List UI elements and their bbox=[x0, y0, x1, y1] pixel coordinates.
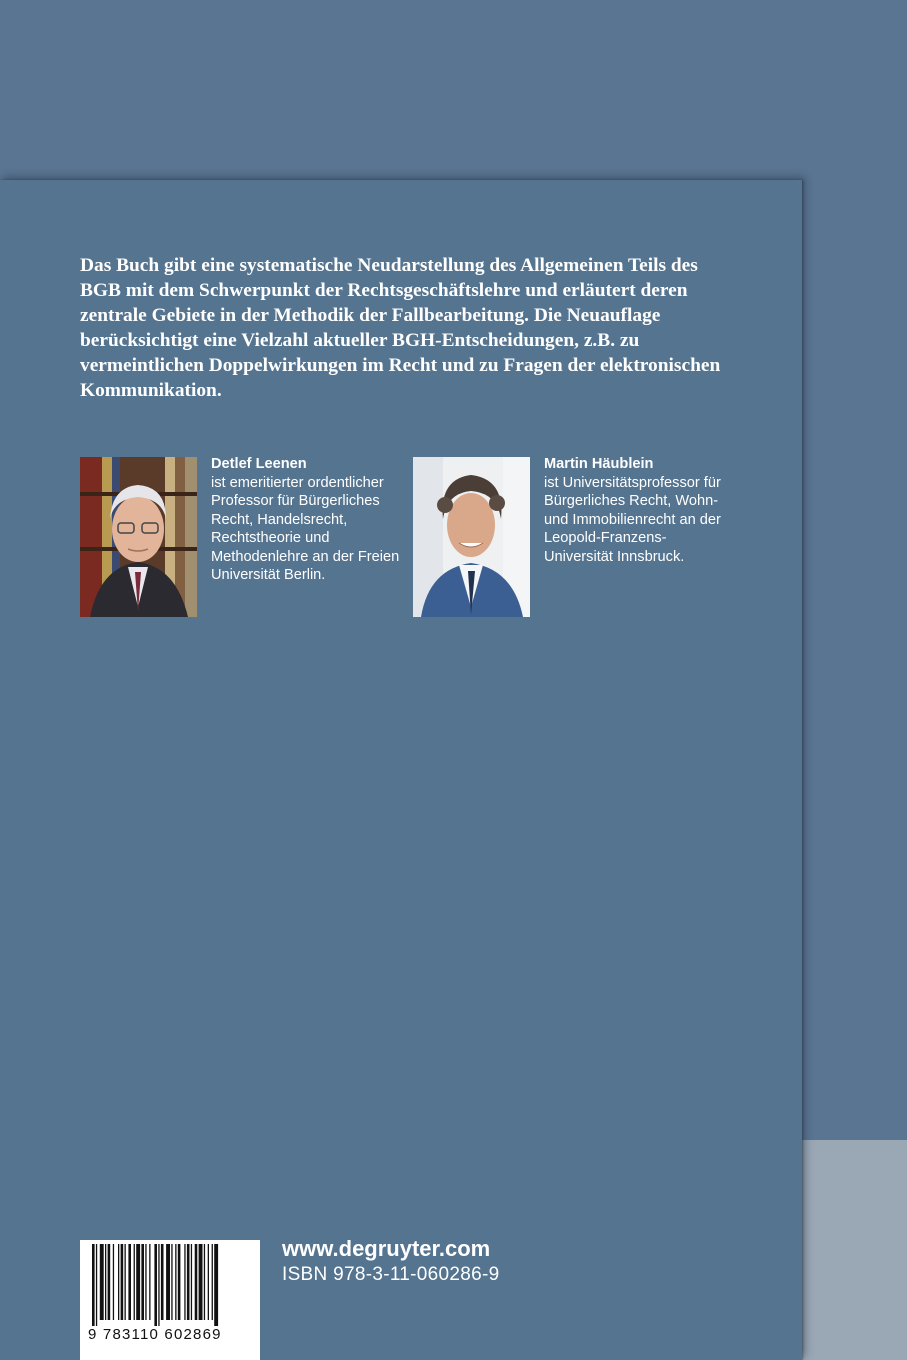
barcode-bar bbox=[113, 1244, 114, 1320]
barcode-bar bbox=[208, 1244, 209, 1320]
isbn-barcode bbox=[80, 1240, 260, 1360]
barcode-bars bbox=[80, 1240, 260, 1326]
barcode-bar bbox=[199, 1244, 203, 1320]
author-name: Martin Häublein bbox=[544, 456, 654, 472]
barcode-bar bbox=[191, 1244, 192, 1320]
author-bio-leenen bbox=[211, 455, 401, 585]
barcode-bar bbox=[134, 1244, 135, 1320]
barcode-bar bbox=[161, 1244, 164, 1320]
barcode-bar bbox=[96, 1244, 97, 1326]
barcode-bar bbox=[121, 1244, 124, 1320]
barcode-bar bbox=[171, 1244, 172, 1320]
barcode-bar bbox=[149, 1244, 150, 1320]
barcode-bar bbox=[145, 1244, 146, 1320]
barcode-bar bbox=[100, 1244, 104, 1320]
book-description: Das Buch gibt eine systematische Neudarstellung des Allgemeinen Teils des BGB mit dem Schwerpunkt der Rechtsgeschäftslehre und erläutert deren zentrale Gebiete in der Methodik der Fallbearbeitung. Die Neuauflage berücksichtigt eine Vielzahl aktueller BGH-Entscheidungen, z.B. zu vermeintlichen Doppelwirkungen im Recht und zu Fragen der elektronischen Kommunikation. bbox=[80, 255, 721, 401]
barcode-bar bbox=[141, 1244, 144, 1320]
barcode-bar bbox=[125, 1244, 126, 1320]
barcode-bar bbox=[175, 1244, 176, 1320]
barcode-bar bbox=[105, 1244, 106, 1320]
barcode-bar bbox=[178, 1244, 181, 1320]
author-bio: ist emeritierter ordentlicher Professor für Bürgerliches Recht, Handelsrecht, Rechtstheorie und Methodenlehre an der Freien Universität Berlin. bbox=[211, 474, 400, 583]
cover-right-light-band bbox=[802, 1140, 907, 1360]
barcode-bar bbox=[92, 1244, 95, 1326]
cover-right-band bbox=[802, 180, 907, 1140]
barcode-bar bbox=[166, 1244, 170, 1320]
barcode-bar bbox=[128, 1244, 131, 1320]
barcode-bar bbox=[118, 1244, 119, 1320]
author-photo-leenen bbox=[80, 457, 197, 617]
author-name: Detlef Leenen bbox=[211, 456, 307, 472]
author-bio-haeublein bbox=[544, 455, 734, 566]
publisher-website-link[interactable]: www.degruyter.com bbox=[282, 1236, 491, 1261]
barcode-bar bbox=[195, 1244, 198, 1320]
barcode-bar bbox=[108, 1244, 111, 1320]
barcode-digits: 9 783110 602869 bbox=[88, 1326, 222, 1343]
isbn-number: ISBN 978-3-11-060286-9 bbox=[282, 1264, 500, 1285]
barcode-bar bbox=[214, 1244, 218, 1326]
author-photo-haeublein bbox=[413, 457, 530, 617]
barcode-bar bbox=[136, 1244, 140, 1320]
barcode-bar bbox=[154, 1244, 157, 1326]
barcode-bar bbox=[184, 1244, 185, 1320]
author-bio: ist Universitätsprofessor für Bürgerliches Recht, Wohn- und Immobilienrecht an der Leopold-Franzens-Universität Innsbruck. bbox=[544, 474, 721, 565]
barcode-bar bbox=[204, 1244, 205, 1320]
barcode-bar bbox=[158, 1244, 159, 1326]
barcode-bar bbox=[212, 1244, 213, 1320]
barcode-bar bbox=[187, 1244, 190, 1320]
cover-top-band bbox=[0, 0, 907, 180]
